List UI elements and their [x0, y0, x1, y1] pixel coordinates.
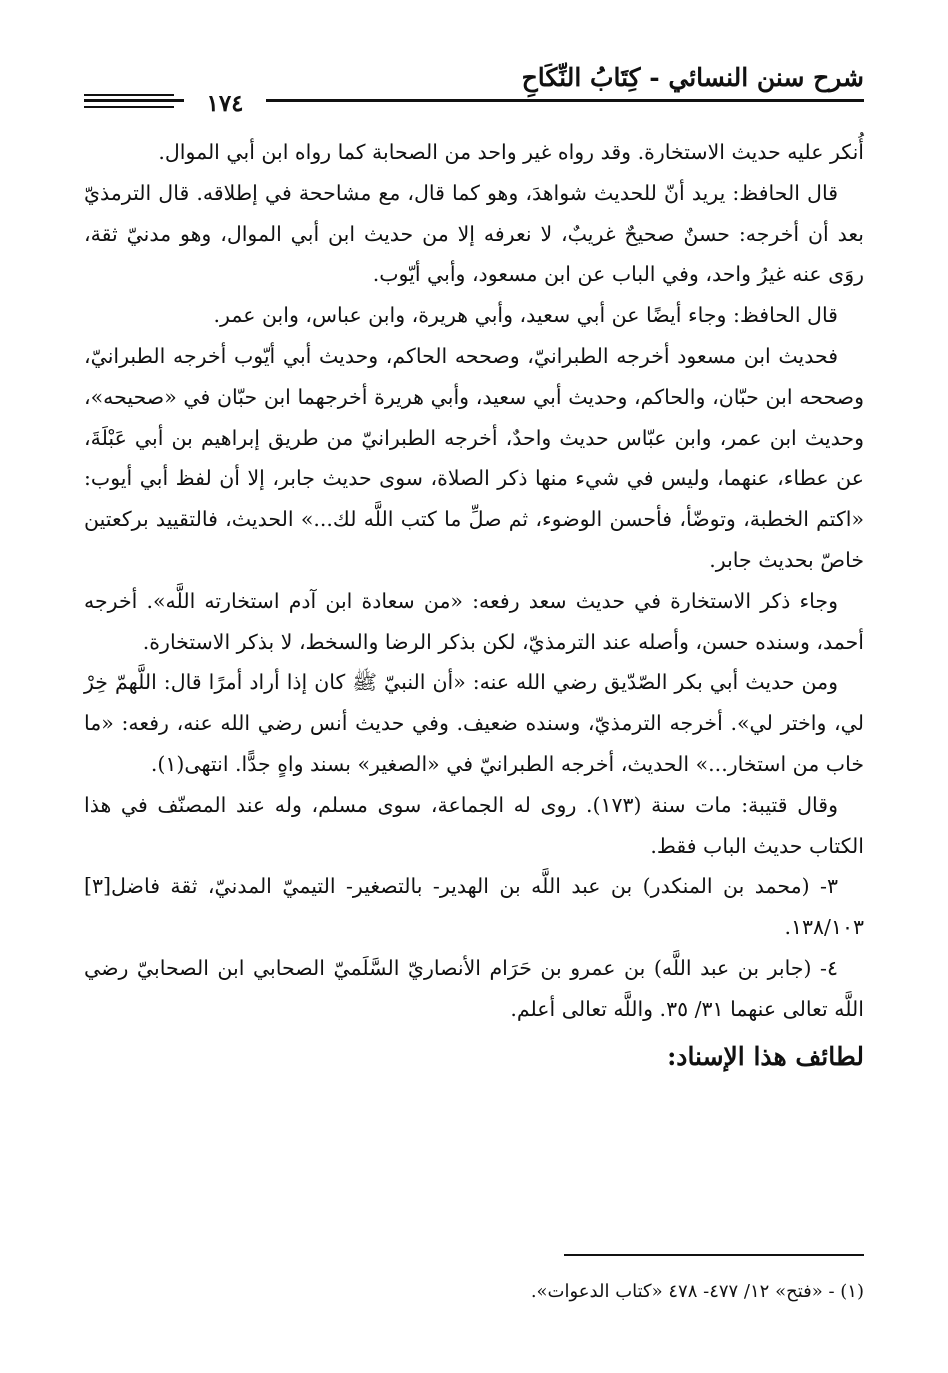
paragraph: فحديث ابن مسعود أخرجه الطبرانيّ، وصححه الحاكم، وحديث أبي أيّوب أخرجه الطبرانيّ، وصححه ابن حبّان، والحاكم، وحديث أبي سعيد، وأبي هريرة أخرجهما ابن حبّان في «صحيحه»، وحديث ابن عمر، وابن عبّاس حديث واحدٌ، أخرجه الطبرانيّ من طريق إبراهيم بن أبي عَبْلَةَ، عن عطاء، عنهما، وليس في شيء منها ذكر الصلاة، سوى حديث جابر، إلا أن لفظ أبي أيوب: «اكتم الخطبة، وتوضّأ، فأحسن الوضوء، ثم صلِّ ما كتب اللَّه لك...» الحديث، فالتقييد بركعتين خاصّ بحديث جابر. — [84, 343, 864, 572]
page-header — [84, 58, 864, 120]
paragraph: وجاء ذكر الاستخارة في حديث سعد رفعه: «من سعادة ابن آدم استخارته اللَّه». أخرجه أحمد، وسنده حسن، وأصله عند الترمذيّ، لكن بذكر الرضا والسخط، لا بذكر الاستخارة. — [84, 588, 864, 654]
page-number: ١٧٤ — [184, 88, 266, 120]
main-text — [84, 132, 864, 1082]
header-rule-upper — [84, 94, 174, 96]
paragraph: ٤- (جابر بن عبد اللَّه) بن عمرو بن حَرَام الأنصاريّ السَّلَميّ الصحابي ابن الصحابيّ رضي اللَّه تعالى عنهما ٣١/ ٣٥. واللَّه تعالى أعلم. — [84, 955, 864, 1021]
paragraph: وقال قتيبة: مات سنة (١٧٣). روى له الجماعة، سوى مسلم، وله عند المصنّف في هذا الكتاب حديث الباب فقط. — [84, 792, 864, 858]
running-title: شرح سنن النسائي - كِتَابُ النِّكَاحِ — [521, 63, 864, 92]
book-page — [84, 58, 864, 1328]
footnote: (١) - «فتح» ١٢/ ٤٧٧- ٤٧٨ «كتاب الدعوات». — [530, 1281, 864, 1302]
footnote-rule — [564, 1254, 864, 1256]
header-rule-lower — [84, 106, 174, 108]
paragraph: ٣- (محمد بن المنكدر) بن عبد اللَّه بن الهدير- بالتصغير- التيميّ المدنيّ، ثقة فاضل[٣] ١٣٨/١٠٣. — [84, 874, 864, 940]
paragraph: قال الحافظ: وجاء أيضًا عن أبي سعيد، وأبي هريرة، وابن عباس، وابن عمر. — [213, 303, 838, 328]
paragraph: أُنكر عليه حديث الاستخارة. وقد رواه غير واحد من الصحابة كما رواه ابن أبي الموال. — [158, 140, 864, 164]
section-heading: لطائف هذا الإسناد: — [667, 1041, 864, 1071]
paragraph: ومن حديث أبي بكر الصّدّيق رضي الله عنه: «أن النبيّ ﷺ كان إذا أراد أمرًا قال: اللَّهمّ خِرْ لي، واختر لي». أخرجه الترمذيّ، وسنده ضعيف. وفي حديث أنس رضي الله عنه، رفعه: «ما خاب من استخار...» الحديث، أخرجه الطبرانيّ في «الصغير» بسند واهٍ جدًّا. انتهى(١). — [84, 670, 864, 776]
paragraph: قال الحافظ: يريد أنّ للحديث شواهدَ، وهو كما قال، مع مشاححة في إطلاقه. قال الترمذيّ بعد أن أخرجه: حسنٌ صحيحٌ غريبٌ، لا نعرفه إلا من حديث ابن أبي الموال، وهو مدنيّ ثقة، روَى عنه غيرُ واحد، وفي الباب عن ابن مسعود، وأبي أيّوب. — [84, 180, 864, 287]
